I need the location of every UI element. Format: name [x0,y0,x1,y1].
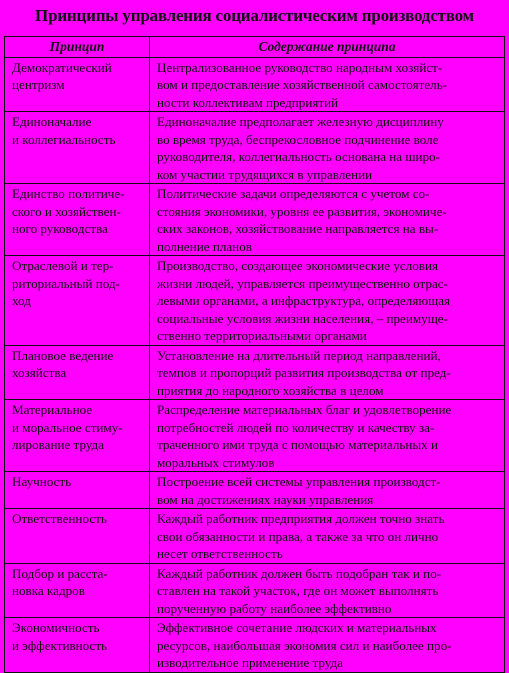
content-cell: Эффективное сочетание людских и материальных ресурсов, наибольшая экономия сил и наиболее про- изводительное применение труда [150,618,505,673]
table-row [5,345,505,400]
content-cell: Политические задачи определяются с учетом со- стояния экономики, уровня ее развития, экономиче- ских законов, хозяйствование направляется на вы- полнение планов [150,184,505,256]
principle-cell: Плановое ведение хозяйства [5,345,150,400]
table-row [5,563,505,618]
content-cell: Каждый работник предприятия должен точно знать свои обязанности и права, а также за что он лично несет ответственность [150,509,505,564]
content-cell: Централизованное руководство народным хозяйст- вом и предоставление хозяйственной самостоятель- ности коллективам предприятий [150,57,505,112]
page-title: Принципы управления социалистическим производством [35,6,474,25]
table-row [5,509,505,564]
principle-cell: Демократический центризм [5,57,150,112]
principle-cell: Отраслевой и тер- риториальный под- ход [5,256,150,346]
content-cell: Единоначалие предполагает железную дисциплину во время труда, беспрекословное подчинение воле руководителя, коллегиальность основана на широ- ком участии трудящихся в управлении [150,112,505,184]
table-row [5,256,505,346]
content-cell: Каждый работник должен быть подобран так и по- ставлен на такой участок, где он может выполнять порученную работу наиболее эффективно [150,563,505,618]
table-row [5,400,505,472]
header-content: Содержание принципа [150,37,505,58]
principle-cell: Подбор и расста- новка кадров [5,563,150,618]
table-row [5,472,505,509]
table-row [5,618,505,673]
principle-cell: Единоначалие и коллегиальность [5,112,150,184]
header-principle: Принцип [5,37,150,58]
table-header-row [5,37,505,58]
table-row [5,57,505,112]
principles-table [4,36,505,673]
principle-cell: Материальное и моральное стиму- лирование труда [5,400,150,472]
table-row [5,112,505,184]
content-cell: Распределение материальных благ и удовлетворение потребностей людей по количеству и качеству за- траченного ими труда с помощью материальных и моральных стимулов [150,400,505,472]
principle-cell: Единство политиче- ского и хозяйствен- ного руководства [5,184,150,256]
table-row [5,184,505,256]
principle-cell: Экономичность и эффективность [5,618,150,673]
content-cell: Установление на длительный период направлений, темпов и пропорций развития производства от пред- приятия до народного хозяйства в целом [150,345,505,400]
principle-cell: Научность [5,472,150,509]
principle-cell: Ответственность [5,509,150,564]
content-cell: Производство, создающее экономические условия жизни людей, управляется преимущественно отрас- левыми органами, а инфраструктура, определяющая социальные условия жизни населения, – преимуще- ственно территориальными органами [150,256,505,346]
content-cell: Построение всей системы управления производст- вом на достижениях науки управления [150,472,505,509]
